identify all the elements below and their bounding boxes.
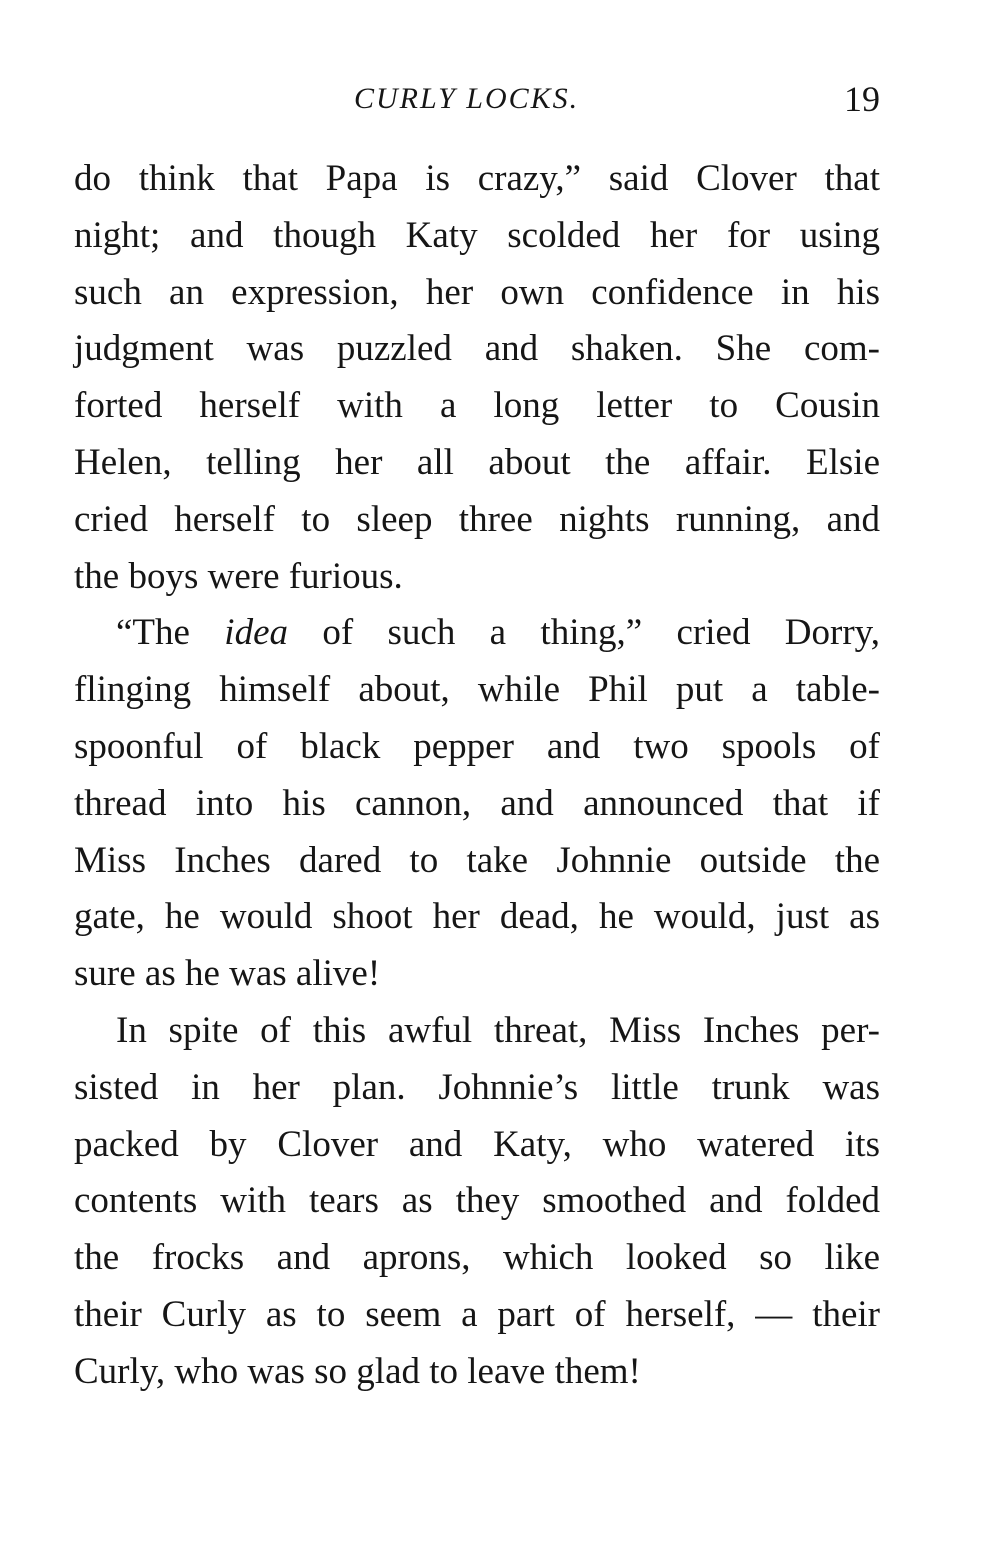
line-suffix: of such a thing,” cried Dorry,: [288, 612, 881, 654]
text-line: gate, he would shoot her dead, he would, just as: [74, 896, 880, 938]
paragraph-2: [74, 605, 880, 1003]
text-line: sure as he was alive!: [74, 953, 381, 995]
text-line: night; and though Katy scolded her for using: [74, 214, 880, 256]
text-line: judgment was puzzled and shaken. She com-: [74, 328, 880, 370]
text-line: spoonful of black pepper and two spools of: [74, 725, 880, 767]
body-text: [74, 151, 880, 1401]
text-line: forted herself with a long letter to Cousin: [74, 385, 880, 427]
text-line: sisted in her plan. Johnnie’s little trunk was: [74, 1066, 880, 1108]
text-line: packed by Clover and Katy, who watered its: [74, 1123, 880, 1165]
text-line: the frocks and aprons, which looked so like: [74, 1237, 880, 1279]
text-line: cried herself to sleep three nights running, and: [74, 498, 880, 540]
text-line: do think that Papa is crazy,” said Clover that: [74, 158, 880, 199]
page-number: 19: [844, 79, 880, 119]
emphasized-word: idea: [224, 612, 288, 654]
text-line: [74, 605, 880, 662]
text-line: Helen, telling her all about the affair. Elsie: [74, 441, 880, 483]
text-line: flinging himself about, while Phil put a table-: [74, 669, 880, 711]
line-prefix: “The: [116, 612, 225, 654]
running-head: [74, 78, 880, 118]
text-line: In spite of this awful threat, Miss Inches per-: [116, 1009, 880, 1051]
paragraph-3: [74, 1003, 880, 1401]
paragraph-1: [74, 151, 880, 605]
text-line: the boys were furious.: [74, 555, 403, 597]
text-line: thread into his cannon, and announced that if: [74, 782, 880, 824]
text-line: contents with tears as they smoothed and folded: [74, 1180, 880, 1222]
running-title: CURLY LOCKS.: [354, 82, 580, 115]
text-line: such an expression, her own confidence in his: [74, 271, 880, 313]
text-line: Miss Inches dared to take Johnnie outside the: [74, 839, 880, 881]
text-line: Curly, who was so glad to leave them!: [74, 1350, 641, 1392]
text-line: their Curly as to seem a part of herself, — their: [74, 1293, 880, 1335]
